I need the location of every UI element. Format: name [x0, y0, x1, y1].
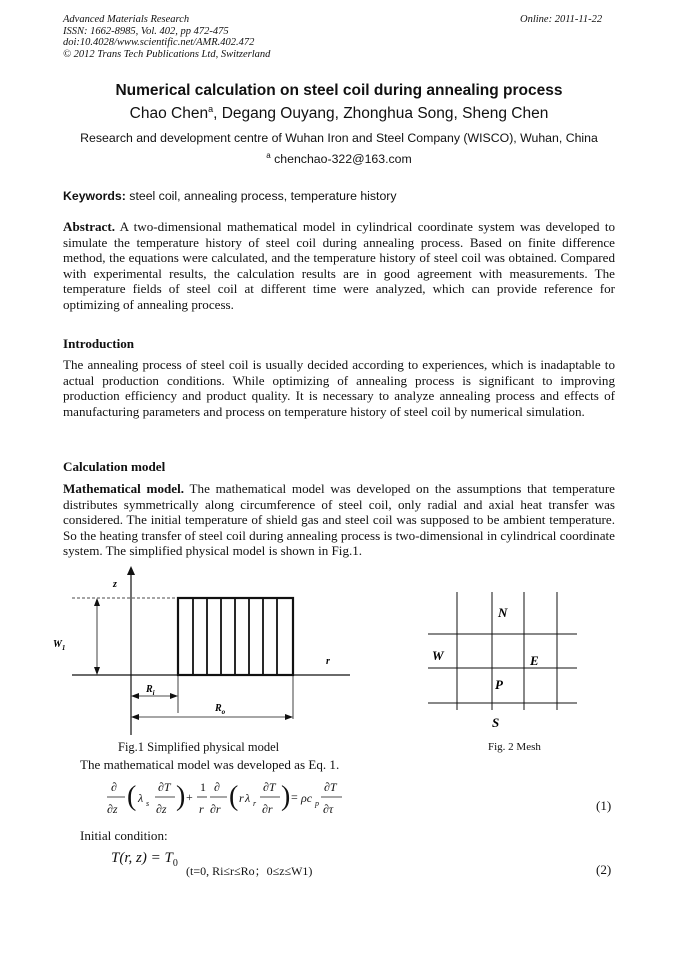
mesh-label-n: N: [498, 605, 508, 620]
ic-lhs-text: T(r, z) = T: [111, 850, 173, 866]
equation-1-number: (1): [596, 798, 612, 813]
email-address: chenchao-322@163.com: [274, 152, 412, 167]
eq-sub-s: s: [146, 799, 150, 808]
right-paren-2: ): [281, 781, 291, 812]
ic-lhs-sub: 0: [172, 858, 178, 869]
initial-condition-range: (t=0, Ri≤r≤Ro；0≤z≤W1): [186, 864, 313, 878]
eq-dr-denominator-2: ∂r: [262, 802, 273, 816]
author-line: [0, 104, 678, 123]
abstract: [63, 219, 615, 313]
w1-label: $W_1$: [53, 639, 66, 652]
mesh-label-w: W: [432, 648, 444, 663]
eq-dz-denominator-2: ∂z: [156, 802, 167, 816]
eq-rho-c: ρc: [301, 791, 313, 805]
affiliation: Research and development centre of Wuhan Iron and Steel Company (WISCO), Wuhan, China: [80, 131, 598, 145]
mesh-label-e: E: [530, 653, 539, 668]
keywords: [63, 189, 615, 203]
equation-2-number: (2): [596, 862, 612, 877]
ri-label: $R_i$: [146, 684, 155, 697]
math-model-label: Mathematical model.: [63, 481, 185, 496]
math-model-text: The mathematical model was developed on the assumptions that temperature distributes symmetrically along circumference of steel coil, only radial and axial heat transfer was considered. The initial temperature of shield gas and steel coil was supposed to be ambient temperature. So the heating transfer of steel coil during annealing process is two-dimensional in cylindrical coordinate system. The simplified physical model is shown in Fig.1.: [63, 481, 615, 559]
eq-dT-numerator-3: ∂T: [324, 780, 337, 794]
other-authors: , Degang Ouyang, Zhonghua Song, Sheng Chen: [213, 105, 549, 123]
eq-equals: =: [291, 790, 298, 804]
right-paren: ): [176, 781, 186, 812]
paper-title: Numerical calculation on steel coil during annealing process: [115, 82, 563, 99]
ro-label: $R_o$: [215, 703, 226, 716]
eq-sub-p: p: [315, 799, 319, 808]
eq-dtau-denominator: ∂τ: [323, 802, 334, 816]
mesh-label-s: S: [492, 715, 500, 730]
introduction-text: The annealing process of steel coil is usually decided according to experiences, which is inadaptable to actual production conditions. While optimizing of annealing process is significant to improving production efficiency and product quality. It is necessary to analyze annealing process and effects of manufacturing parameters and process on temperature history of steel coil by numerical simulation.: [63, 357, 615, 419]
eq-r: r: [239, 791, 244, 805]
introduction-heading: Introduction: [63, 336, 135, 351]
ri-arrow-right: [170, 693, 178, 699]
equation-intro: The mathematical model was developed as Eq. 1.: [80, 757, 340, 772]
ri-arrow-left: [131, 693, 139, 699]
eq-dr-denominator: ∂r: [210, 802, 221, 816]
eq-dT-numerator: ∂T: [158, 780, 171, 794]
issn-line: ISSN: 1662-8985, Vol. 402, pp 472-475: [63, 25, 229, 37]
eq-dT-numerator-2: ∂T: [263, 780, 276, 794]
eq-d-numerator-2: ∂: [214, 780, 220, 794]
email-line: [0, 151, 678, 166]
keywords-label: Keywords:: [63, 189, 126, 203]
eq-d-numerator: ∂: [111, 780, 117, 794]
eq-lambda-s: λ: [138, 791, 144, 805]
fig1-caption: Fig.1 Simplified physical model: [118, 740, 280, 754]
mesh-label-p: P: [495, 677, 503, 692]
r-axis-label: r: [326, 656, 330, 667]
journal-name: Advanced Materials Research: [63, 14, 190, 25]
calc-model-heading: Calculation model: [63, 459, 166, 474]
copyright-line: © 2012 Trans Tech Publications Ltd, Switzerland: [63, 48, 271, 60]
eq-dz-denominator: ∂z: [107, 802, 118, 816]
eq-r-denominator: r: [199, 802, 204, 816]
email-superscript: a: [266, 151, 271, 160]
calc-model-paragraph: [63, 481, 615, 559]
eq-one: 1: [200, 780, 206, 794]
doi-line: doi:10.4028/www.scientific.net/AMR.402.472: [63, 37, 255, 48]
eq-sub-r: r: [253, 799, 257, 808]
initial-condition-label: Initial condition:: [80, 828, 168, 843]
left-paren: (: [127, 781, 137, 812]
author-superscript: a: [208, 104, 214, 114]
abstract-label: Abstract.: [63, 219, 115, 234]
left-paren-2: (: [229, 781, 239, 812]
eq-lambda-r: λ: [245, 791, 251, 805]
fig2-caption: Fig. 2 Mesh: [488, 741, 541, 753]
online-date: Online: 2011-11-22: [520, 14, 603, 25]
keywords-text: steel coil, annealing process, temperature history: [125, 189, 397, 203]
eq-plus: +: [186, 790, 193, 804]
z-axis-label: z: [113, 579, 117, 590]
initial-condition-lhs: [111, 850, 178, 869]
w1-arrow-bottom: [94, 667, 100, 675]
ro-arrow-left: [131, 714, 139, 720]
w1-arrow-top: [94, 598, 100, 606]
fig2-mesh: [425, 590, 585, 735]
ro-arrow-right: [285, 714, 293, 720]
z-axis-arrowhead: [127, 566, 135, 575]
journal-header: [63, 14, 270, 60]
fig1-physical-model: [50, 565, 360, 740]
first-author: Chao Chen: [129, 105, 209, 123]
abstract-text: A two-dimensional mathematical model in cylindrical coordinate system was developed to simulate the temperature history of steel coil during annealing process. Based on finite difference method, the equations were calculated, and the temperature history of steel coil was obtained. Compared with experimental results, the calculation results are in good agreement with measurements. The temperature fields of steel coil at different time were analyzed, which can provide reference for optimizing of annealing process.: [63, 219, 615, 312]
equation-1-rhs: [318, 775, 352, 827]
equation-1: [105, 775, 335, 827]
